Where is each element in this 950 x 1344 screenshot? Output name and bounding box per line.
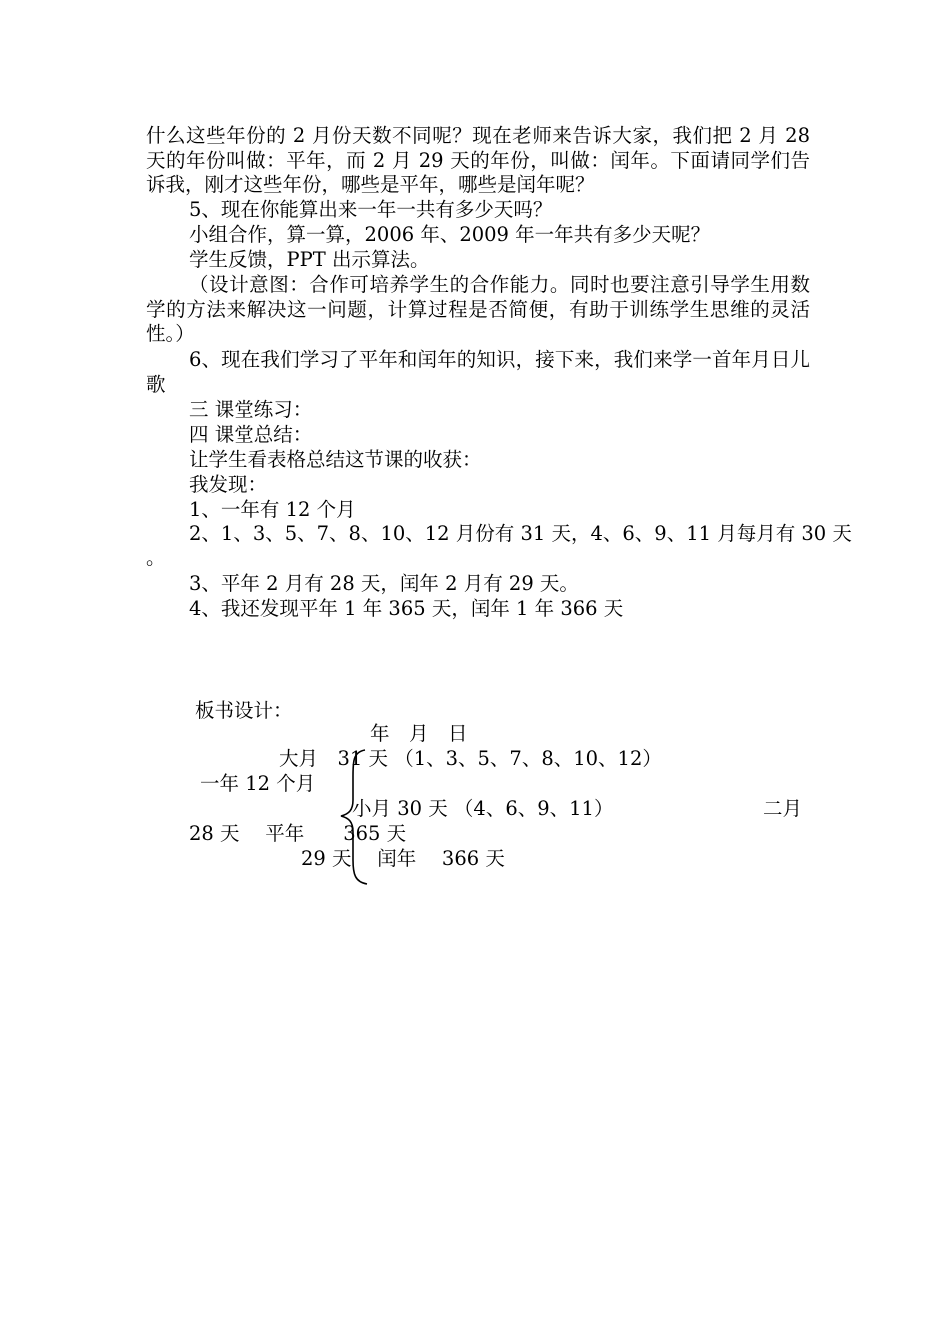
- board-small-month: 小月 30 天 （4、6、9、11）: [352, 797, 614, 820]
- paragraph-i-found: 我发现：: [189, 473, 268, 496]
- section-class-practice: 三 课堂练习：: [189, 398, 313, 421]
- paragraph-song: 6、现在我们学习了平年和闰年的知识，接下来，我们来学一首年月日儿歌: [146, 348, 810, 396]
- board-february: 二月: [763, 797, 803, 820]
- board-year-months: 一年 12 个月: [200, 772, 316, 795]
- finding-4: 4、我还发现平年 1 年 365 天，闰年 1 年 366 天: [189, 597, 624, 620]
- finding-2-period: 。: [146, 546, 166, 569]
- paragraph-student-feedback: 学生反馈，PPT 出示算法。: [189, 248, 430, 271]
- section-class-summary: 四 课堂总结：: [189, 423, 313, 446]
- board-big-month: 大月 31 天 （1、3、5、7、8、10、12）: [279, 747, 662, 770]
- paragraph-question-5: 5、现在你能算出来一年一共有多少天吗？: [189, 198, 553, 221]
- finding-3: 3、平年 2 月有 28 天，闰年 2 月有 29 天。: [189, 572, 579, 595]
- curly-brace-icon: [335, 748, 375, 888]
- board-common-year-row: 28 天 平年 365 天: [189, 822, 407, 845]
- paragraph-group-work: 小组合作，算一算，2006 年、2009 年一年共有多少天呢？: [189, 223, 711, 246]
- board-title: 年 月 日: [370, 722, 468, 745]
- board-heading: 板书设计：: [195, 699, 293, 722]
- finding-1: 1、一年有 12 个月: [189, 498, 356, 521]
- finding-2: 2、1、3、5、7、8、10、12 月份有 31 天，4、6、9、11 月每月有 30 天: [189, 522, 852, 545]
- paragraph-summary-instruction: 让学生看表格总结这节课的收获：: [189, 448, 482, 471]
- board-leap-year-row: 29 天 闰年 366 天: [301, 847, 505, 870]
- paragraph-leap-year-intro: 什么这些年份的 2 月份天数不同呢？现在老师来告诉大家，我们把 2 月 28 天的年份叫做：平年，而 2 月 29 天的年份，叫做：闰年。下面请同学们告诉我，刚才这些年份，哪些是平年，哪些是闰年呢？: [146, 124, 810, 196]
- paragraph-design-intent: （设计意图：合作可培养学生的合作能力。同时也要注意引导学生用数学的方法来解决这一问题，计算过程是否简便，有助于训练学生思维的灵活性。）: [146, 273, 810, 345]
